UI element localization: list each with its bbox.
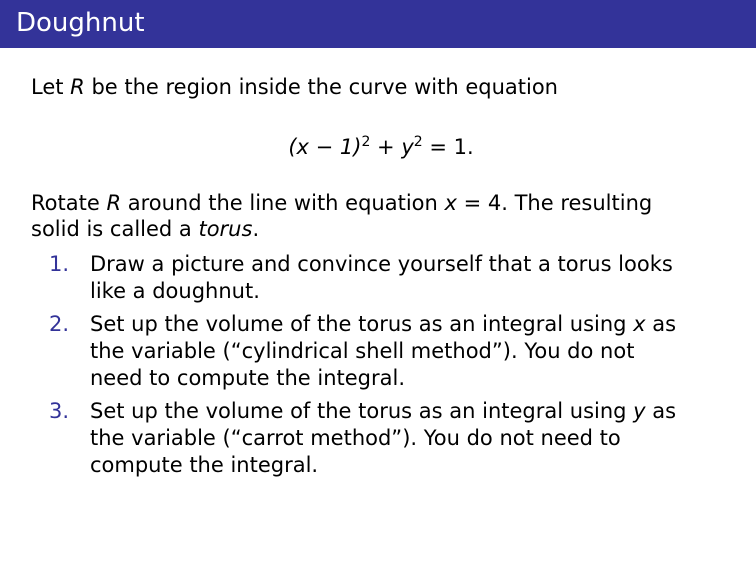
item-1-line-1: Draw a picture and convince yourself that a torus looks xyxy=(90,252,673,276)
item-number-3: 3. xyxy=(49,399,70,423)
equation-exponent-2: 2 xyxy=(413,134,423,150)
torus-text-a: solid is called a xyxy=(31,217,199,241)
intro-text-a: Let xyxy=(31,75,71,99)
intro-line xyxy=(31,74,558,100)
intro-variable-r: R xyxy=(70,75,85,99)
item-2-text-a: Set up the volume of the torus as an integral using xyxy=(90,312,634,336)
rotation-line-1 xyxy=(31,190,652,216)
rotation-text-c: = 4. The resulting xyxy=(456,191,653,215)
equation-part-1: (x − 1) xyxy=(288,135,362,159)
intro-text-b: be the region inside the curve with equation xyxy=(84,75,558,99)
item-3-text-a: Set up the volume of the torus as an integral using xyxy=(90,399,634,423)
item-2-variable-x: x xyxy=(633,312,646,336)
circle-equation xyxy=(31,134,731,160)
equation-part-3: = 1. xyxy=(422,135,474,159)
slide-title: Doughnut xyxy=(16,8,145,38)
equation-part-2: + y xyxy=(370,135,414,159)
item-3-variable-y: y xyxy=(633,399,646,423)
item-2-line-2: the variable (“cylindrical shell method”). You do not xyxy=(90,339,635,363)
item-3-line-1 xyxy=(90,398,676,424)
rotation-line-2 xyxy=(31,216,259,242)
item-2-line-3: need to compute the integral. xyxy=(90,366,406,390)
torus-term: torus xyxy=(198,217,253,241)
item-number-1: 1. xyxy=(49,252,70,276)
item-2-line-1 xyxy=(90,311,676,337)
item-2-text-b: as xyxy=(645,312,677,336)
item-1-line-2: like a doughnut. xyxy=(90,279,260,303)
rotation-text-a: Rotate xyxy=(31,191,107,215)
rotation-variable-x: x xyxy=(444,191,457,215)
slide-title-bar xyxy=(0,0,756,48)
item-number-2: 2. xyxy=(49,312,70,336)
item-3-text-b: as xyxy=(645,399,677,423)
torus-text-b: . xyxy=(252,217,260,241)
rotation-variable-r: R xyxy=(106,191,122,215)
equation-exponent-1: 2 xyxy=(361,134,371,150)
item-3-line-3: compute the integral. xyxy=(90,453,319,477)
rotation-text-b: around the line with equation xyxy=(121,191,445,215)
item-3-line-2: the variable (“carrot method”). You do not need to xyxy=(90,426,621,450)
